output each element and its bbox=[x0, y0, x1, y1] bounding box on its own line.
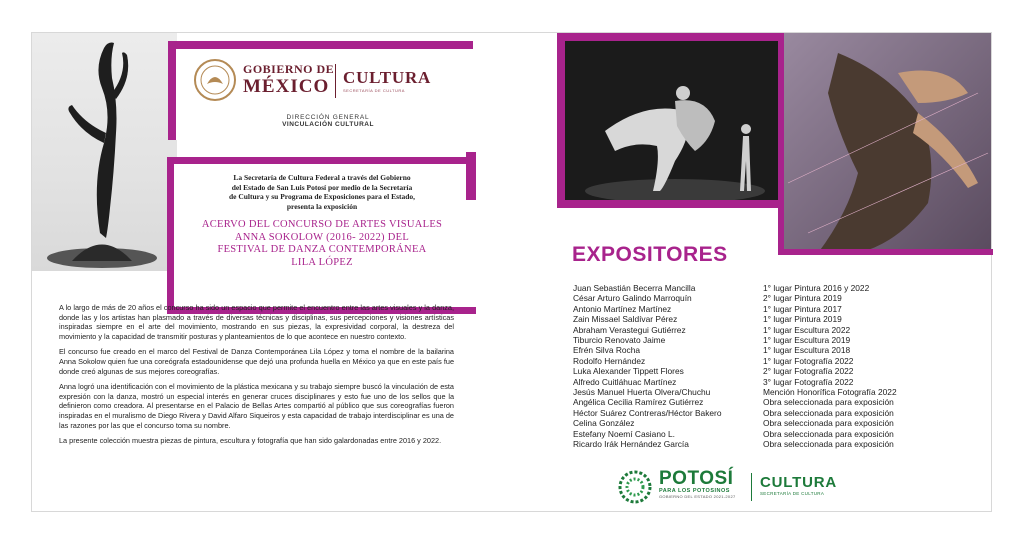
expositor-row bbox=[573, 293, 973, 303]
expositor-row bbox=[573, 429, 973, 439]
description-text bbox=[59, 303, 454, 452]
expositor-award: 1° lugar Pintura 2017 bbox=[763, 303, 842, 314]
potosi-sub2: GOBIERNO DEL ESTADO 2021-2027 bbox=[659, 494, 736, 499]
footer-divider bbox=[751, 473, 752, 501]
mexico-seal-icon bbox=[193, 58, 237, 102]
expositor-row bbox=[573, 356, 973, 366]
expositor-name: Jesús Manuel Huerta Olvera/Chuchu bbox=[573, 387, 711, 398]
gobierno-line1: GOBIERNO DE bbox=[243, 62, 335, 76]
expositor-name: Efrén Silva Rocha bbox=[573, 345, 641, 356]
paragraph: A lo largo de más de 20 años el concurso ha sido un espacio que permite el encuentro entre las artes visuales y la danza, donde las y los artistas han plasmado a través de diversas técnicas y disciplinas, sus percepciones y visiones artísticas inspiradas siempre en el arte del movimiento, mostrando en sus piezas, la expresividad corporal, la destreza del movimiento y la capacidad de transmitir posturas y planteamientos de lo que acontece en nuestro contexto. bbox=[59, 303, 454, 341]
expositor-award: 1° lugar Fotografía 2022 bbox=[763, 355, 854, 366]
expositor-award: 1° lugar Pintura 2019 bbox=[763, 314, 842, 325]
intro-line: La Secretaría de Cultura Federal a través del Gobierno bbox=[233, 173, 411, 182]
expositor-row bbox=[573, 325, 973, 335]
dance-photo bbox=[565, 41, 779, 200]
presentation-intro bbox=[182, 173, 462, 211]
header-logos bbox=[193, 58, 463, 138]
footer-cultura-sub: SECRETARÍA DE CULTURA bbox=[760, 491, 825, 496]
expositor-row bbox=[573, 283, 973, 293]
paragraph: La presente colección muestra piezas de pintura, escultura y fotografía que han sido galardonadas entre 2016 y 2022. bbox=[59, 436, 442, 446]
expositor-award: Obra seleccionada para exposición bbox=[763, 407, 894, 418]
dancers-icon bbox=[565, 41, 779, 200]
potosi-sub: PARA LOS POTOSINOS bbox=[659, 488, 730, 494]
expositor-name: Ricardo Irák Hernández García bbox=[573, 439, 689, 450]
expositor-name: Zain Missael Saldívar Pérez bbox=[573, 314, 678, 325]
expositor-award: Obra seleccionada para exposición bbox=[763, 439, 894, 450]
expositor-name: Angélica Cecilia Ramírez Gutiérrez bbox=[573, 397, 704, 408]
expositor-name: Alfredo Cuitláhuac Martínez bbox=[573, 376, 677, 387]
expositor-name: Juan Sebastián Becerra Mancilla bbox=[573, 283, 696, 293]
expositor-name: Antonio Martínez Martínez bbox=[573, 303, 672, 314]
exhibition-sheet bbox=[31, 32, 992, 512]
potosi-emblem-icon bbox=[617, 469, 653, 505]
expositor-award: Obra seleccionada para exposición bbox=[763, 418, 894, 429]
expositores-list bbox=[573, 283, 973, 450]
title-line: FESTIVAL DE DANZA CONTEMPORÁNEA bbox=[217, 244, 427, 255]
cultura-logo-text: CULTURA bbox=[343, 68, 432, 87]
expositor-award: 2° lugar Fotografía 2022 bbox=[763, 366, 854, 377]
gobierno-line2: MÉXICO bbox=[243, 76, 330, 97]
expositor-row bbox=[573, 377, 973, 387]
presentation-accent-strip bbox=[466, 152, 476, 200]
paragraph: Anna logró una identificación con el movimiento de la plástica mexicana y su trabajo siempre buscó la vinculación de esta expresión con la danza, mostró un especial interés en generar cruces disciplinares y esto fue uno de los sellos que la definieron como creadora. Al presentarse en el Palacio de Bellas Artes compartió al público que sus coreografías fueron inspiradas en el muralismo de Diego Rivera y David Alfaro Siqueiros y esta capacidad de trabajo interdisciplinar es una de las razones por las que el concurso toma su nombre. bbox=[59, 382, 454, 430]
expositor-row bbox=[573, 366, 973, 376]
expositor-name: Rodolfo Hernández bbox=[573, 355, 646, 366]
expositor-award: Obra seleccionada para exposición bbox=[763, 397, 894, 408]
expositor-name: Celina González bbox=[573, 418, 635, 429]
intro-line: del Estado de San Luis Potosí por medio de la Secretaría bbox=[231, 182, 413, 192]
expositor-name: Estefany Noemí Casiano L. bbox=[573, 428, 675, 439]
expositor-award: 2° lugar Pintura 2019 bbox=[763, 293, 842, 304]
expositor-row bbox=[573, 397, 973, 407]
expositor-row bbox=[573, 304, 973, 314]
expositores-title: EXPOSITORES bbox=[572, 243, 728, 266]
expositor-row bbox=[573, 439, 973, 449]
expositor-award: 1° lugar Pintura 2016 y 2022 bbox=[763, 283, 870, 293]
direccion-line2: VINCULACIÓN CULTURAL bbox=[282, 121, 374, 128]
expositor-award: 1° lugar Escultura 2019 bbox=[763, 335, 851, 346]
expositor-name: Abraham Verastegui Gutiérrez bbox=[573, 324, 686, 335]
direccion-line1: DIRECCIÓN GENERAL bbox=[286, 114, 370, 121]
title-line: LILA LÓPEZ bbox=[291, 256, 353, 268]
expositor-row bbox=[573, 314, 973, 324]
expositor-row bbox=[573, 387, 973, 397]
expositor-row bbox=[573, 345, 973, 355]
sculpture-figure-icon bbox=[32, 33, 177, 271]
intro-line: presenta la exposición bbox=[286, 201, 358, 211]
expositor-row bbox=[573, 408, 973, 418]
sculpture-photo bbox=[32, 33, 177, 271]
expositor-row bbox=[573, 335, 973, 345]
intro-line: de Cultura y su Programa de Exposiciones para el Estado, bbox=[228, 192, 416, 201]
exhibition-title bbox=[182, 219, 462, 269]
expositor-award: 1° lugar Escultura 2018 bbox=[763, 345, 851, 356]
potosi-logo bbox=[617, 469, 867, 509]
expositor-award: Obra seleccionada para exposición bbox=[763, 428, 894, 439]
potosi-word: POTOSÍ bbox=[659, 468, 734, 489]
title-line: ACERVO DEL CONCURSO DE ARTES VISUALES bbox=[201, 219, 443, 230]
expositor-name: Héctor Suárez Contreras/Héctor Bakero bbox=[573, 407, 722, 418]
expositor-row bbox=[573, 418, 973, 428]
expositor-award: Mención Honorífica Fotografía 2022 bbox=[763, 387, 897, 398]
expositor-award: 1° lugar Escultura 2022 bbox=[763, 324, 851, 335]
paragraph: El concurso fue creado en el marco del Festival de Danza Contemporánea Lila López y toma el nombre de la bailarina Anna Sokolow quien fue una coreógrafa estadounidense que dejó una profunda huella en México ya que en este país fue donde creó algunas de sus mejores coreografías. bbox=[59, 347, 454, 376]
footer-cultura: CULTURA bbox=[760, 474, 837, 491]
expositor-name: Luka Alexander Tippett Flores bbox=[573, 366, 684, 377]
cultura-logo-sub: SECRETARÍA DE CULTURA bbox=[343, 88, 405, 93]
expositor-name: Tiburcio Renovato Jaime bbox=[573, 335, 666, 346]
header-divider bbox=[335, 64, 336, 98]
expositor-award: 3° lugar Fotografía 2022 bbox=[763, 376, 854, 387]
expositor-name: César Arturo Galindo Marroquín bbox=[573, 293, 692, 304]
title-line: ANNA SOKOLOW (2016- 2022) DEL bbox=[234, 231, 410, 243]
dancer-photo-frame bbox=[778, 33, 993, 255]
